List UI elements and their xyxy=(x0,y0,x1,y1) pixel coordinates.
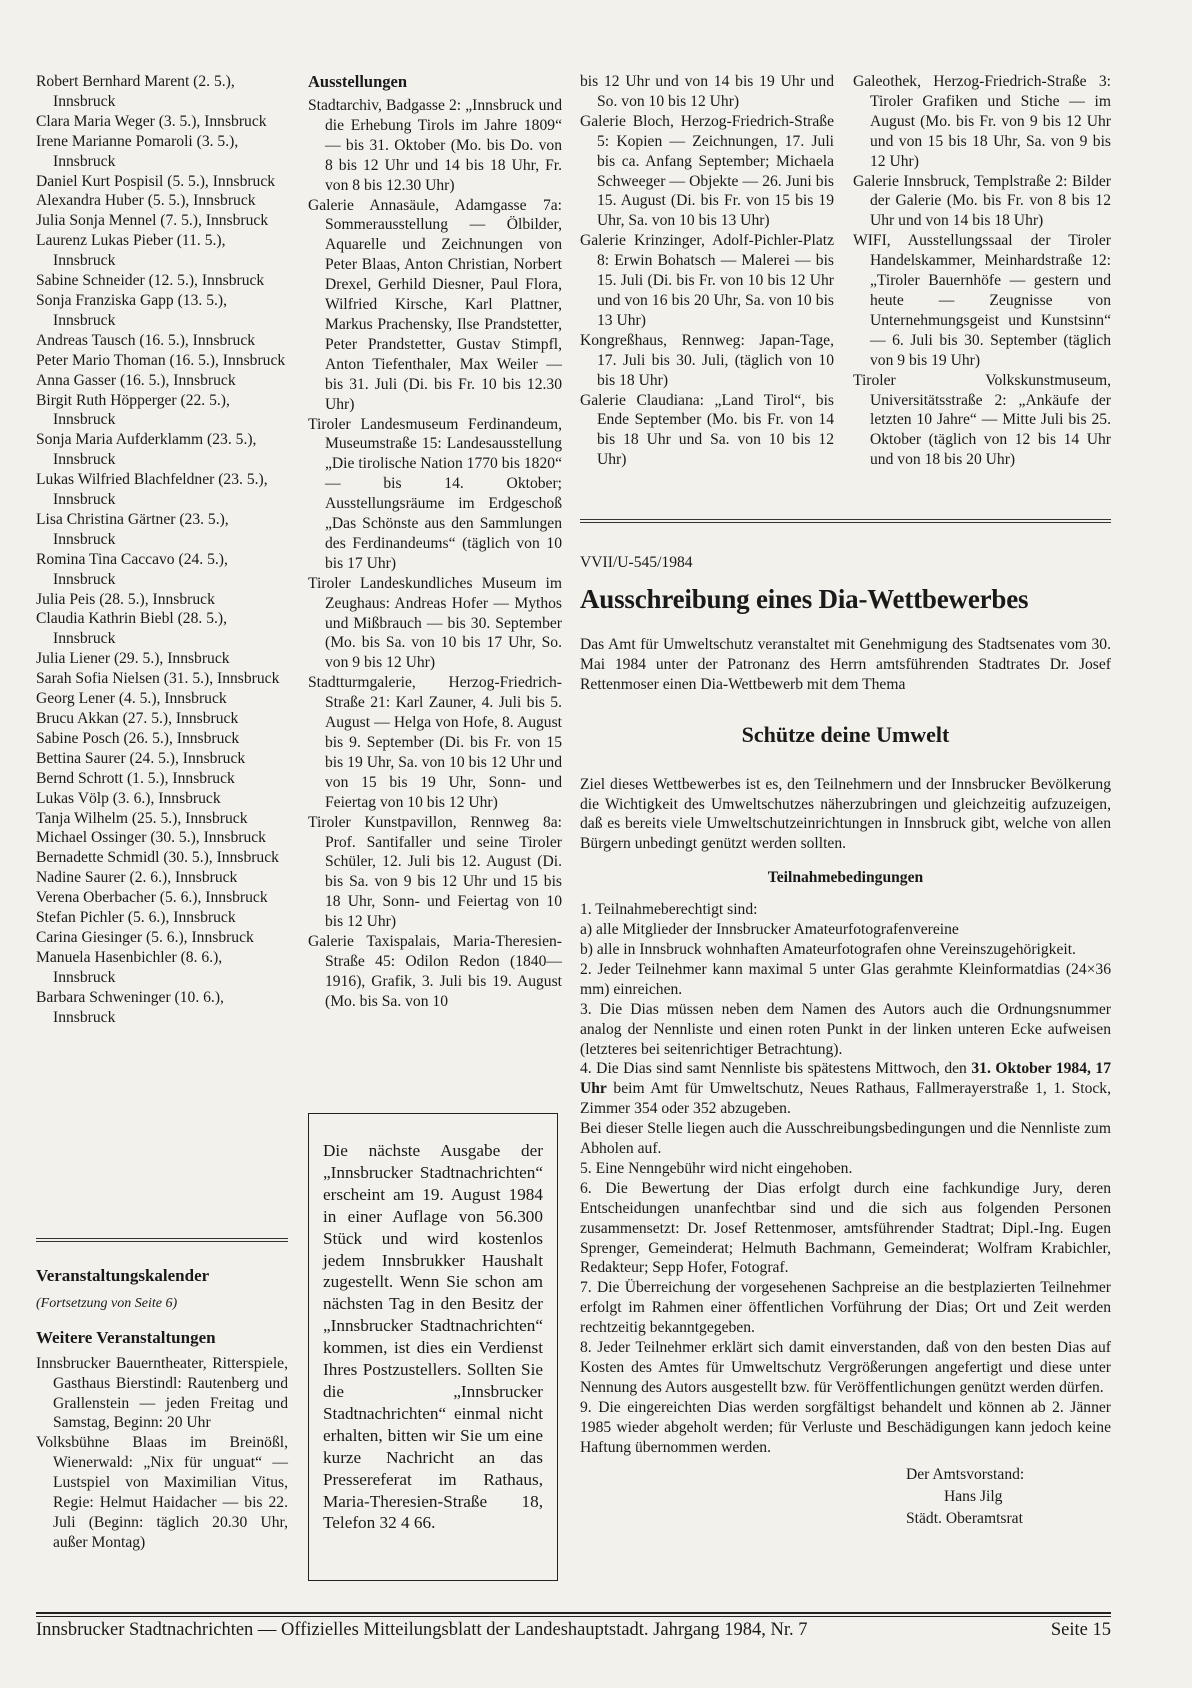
article-reference: VVII/U-545/1984 xyxy=(580,554,693,571)
condition-item: 7. Die Überreichung der vorgesehenen Sachpreise an die bestplazierten Teilnehmer erfolgt im Rahmen einer öffentlichen Vorführung der Dias; Ort und Zeit werden rechtzeitig bekanntgegeben. xyxy=(580,1279,1111,1337)
exhibition-entry: Tiroler Landeskundliches Museum im Zeughaus: Andreas Hofer — Mythos und Mißbrauch — bis 30. September (Mo. bis Sa. von 10 bis 17 Uhr, So. von 9 bis 12 Uhr) xyxy=(308,574,562,672)
condition-deadline-date: 31. Oktober 1984, 17 Uhr xyxy=(580,1060,1111,1098)
conditions-list xyxy=(580,900,1111,1059)
exhibition-entry: Galeothek, Herzog-Friedrich-Straße 3: Tiroler Grafiken und Stiche — im August (Mo. bis Fr. von 9 bis 12 Uhr und von 15 bis 18 Uhr, Sa. von 9 bis 12 Uhr) xyxy=(853,73,1111,170)
conditions-list-rest xyxy=(580,1119,1111,1457)
competition-article xyxy=(580,553,1111,1530)
name-entry: Romina Tina Caccavo (24. 5.), Innsbruck xyxy=(36,550,228,588)
condition-item: 8. Jeder Teilnehmer erklärt sich damit einverstanden, daß von den besten Dias auf Kosten des Amtes für Umweltschutz Vergrößerungen angefertigt und diese unter Nennung des Autors ausgestellt bzw. für Veröffentlichungen genützt werden dürfen. xyxy=(580,1339,1111,1396)
name-entry: Manuela Hasenbichler (8. 6.), Innsbruck xyxy=(36,948,223,986)
condition-item-deadline xyxy=(580,1059,1111,1119)
exhibition-entry: Stadtarchiv, Badgasse 2: „Innsbruck und die Erhebung Tirols im Jahre 1809“ — bis 31. Oktober (Mo. bis Do. von 8 bis 12 Uhr und 14 bis 18 Uhr, Fr. von 8 bis 12.30 Uhr) xyxy=(308,97,562,194)
condition-item: 9. Die eingereichten Dias werden sorgfältigst behandelt und können ab 2. Jänner 1985 wieder abgeholt werden; für Verluste und Beschädigungen kann jedoch keine Haftung übernommen werden. xyxy=(580,1398,1111,1456)
name-entry: Georg Lener (4. 5.), Innsbruck xyxy=(36,690,227,708)
name-entry: Nadine Saurer (2. 6.), Innsbruck xyxy=(36,869,238,887)
exhibition-entry: Tiroler Landesmuseum Ferdinandeum, Museumstraße 15: Landesausstellung „Die tirolische Nation 1770 bis 1820“ — bis 14. Oktober; Ausstellungsräume im Erdgeschoß „Das Schönste aus den Sammlungen des Ferdinandeums“ (täglich von 10 bis 17 Uhr) xyxy=(308,415,562,572)
name-entry: Anna Gasser (16. 5.), Innsbruck xyxy=(36,371,236,389)
condition-deadline-post: beim Amt für Umweltschutz, Neues Rathaus, Fallmerayerstraße 1, 1. Stock, Zimmer 354 oder 352 abzugeben. xyxy=(580,1080,1111,1118)
exhibitions-column-continued xyxy=(580,72,834,470)
exhibition-entry: Galerie Bloch, Herzog-Friedrich-Straße 5: Kopien — Zeichnungen, 17. Juli bis ca. Anfang September; Michaela Schweeger — Objekte — 26. Juni bis 15. August (Di. bis Fr. von 15 bis 19 Uhr, Sa. von 10 bis 13 Uhr) xyxy=(580,112,834,230)
condition-item: a) alle Mitglieder der Innsbrucker Amateurfotografenvereine xyxy=(580,921,959,939)
condition-item: 2. Jeder Teilnehmer kann maximal 5 unter Glas gerahmte Kleinformatdias (24×36 mm) einreichen. xyxy=(580,960,1111,998)
divider-left xyxy=(36,1238,288,1242)
exhibition-entry: Galerie Annasäule, Adamgasse 7a: Sommerausstellung — Ölbilder, Aquarelle und Zeichnungen von Peter Blaas, Anton Christian, Norbert Drexel, Gerhild Diesner, Paul Flora, Wilfried Kirsche, Karl Plattner, Markus Prachensky, Ilse Prandstetter, Peter Prandstetter, Gustav Stimpfl, Anton Tiefenthaler, Max Weiler — bis 31. Juli (Di. bis Fr. 10 bis 12.30 Uhr) xyxy=(308,196,562,413)
signature-rank: Städt. Oberamtsrat xyxy=(906,1509,1023,1527)
calendar-subtitle: (Fortsetzung von Seite 6) xyxy=(36,1295,178,1311)
name-entry: Sabine Schneider (12. 5.), Innsbruck xyxy=(36,272,265,290)
calendar-section-title: Weitere Veranstaltungen xyxy=(36,1327,216,1347)
calendar-entry: Innsbrucker Bauerntheater, Ritterspiele, Gasthaus Bierstindl: Rautenberg und Grallenstein — jeden Freitag und Samstag, Beginn: 20 Uhr xyxy=(36,1354,288,1432)
name-entry: Claudia Kathrin Biebl (28. 5.), Innsbruck xyxy=(36,610,227,648)
name-entry: Stefan Pichler (5. 6.), Innsbruck xyxy=(36,909,236,927)
name-entry: Bernd Schrott (1. 5.), Innsbruck xyxy=(36,769,235,787)
exhibitions-column xyxy=(308,72,562,1012)
article-goal: Ziel dieses Wettbewerbes ist es, den Teilnehmern und der Innsbrucker Bevölkerung die Wichtigkeit des Umweltschutzes näherzubringen und gleichzeitig aufzuzeigen, daß es bereits viele Umweltschutzeinrichtungen in Innsbruck gibt, welche von allen Bürgern unbedingt genützt werden sollten. xyxy=(580,775,1111,853)
exhibition-entry: bis 12 Uhr und von 14 bis 19 Uhr und So. von 10 bis 12 Uhr) xyxy=(580,73,834,110)
name-entry: Bettina Saurer (24. 5.), Innsbruck xyxy=(36,749,246,767)
exhibitions-list xyxy=(308,96,562,1012)
name-entry: Sonja Maria Aufderklamm (23. 5.), Innsbruck xyxy=(36,431,257,469)
name-entry: Peter Mario Thoman (16. 5.), Innsbruck xyxy=(36,351,286,369)
condition-item: 5. Eine Nenngebühr wird nicht eingehoben. xyxy=(580,1159,853,1177)
notice-text: Die nächste Ausgabe der „Innsbrucker Stadtnachrichten“ erscheint am 19. August 1984 in einer Auflage von 56.300 Stück und wird kostenlos jedem Innsbrukker Haushalt zugestellt. Wenn Sie schon am nächsten Tag in den Besitz der „Innsbrucker Stadtnachrichten“ kommen, ist dies ein Verdienst Ihres Postzustellers. Sollten Sie die „Innsbrucker Stadtnachrichten“ einmal nicht erhalten, bitten wir Sie um eine kurze Nachricht an das Pressereferat im Rathaus, Maria-Theresien-Straße 18, Telefon 32 4 66. xyxy=(323,1141,543,1533)
name-entry: Sarah Sofia Nielsen (31. 5.), Innsbruck xyxy=(36,670,280,688)
name-entry: Lukas Völp (3. 6.), Innsbruck xyxy=(36,789,221,807)
name-entry: Sonja Franziska Gapp (13. 5.), Innsbruck xyxy=(36,291,227,329)
calendar-entry: Volksbühne Blaas im Breinößl, Wienerwald: „Nix für unguat“ — Lustspiel von Maximilian Vitus, Regie: Helmut Haidacher — bis 22. Juli (Beginn: täglich 20.30 Uhr, außer Montag) xyxy=(36,1434,288,1551)
condition-deadline-pre: 4. Die Dias sind samt Nennliste bis spätestens Mittwoch, den xyxy=(580,1060,972,1078)
name-entry: Julia Peis (28. 5.), Innsbruck xyxy=(36,590,215,608)
name-entry: Robert Bernhard Marent (2. 5.), Innsbruck xyxy=(36,73,235,110)
divider-right xyxy=(580,519,1111,523)
name-entry: Sabine Posch (26. 5.), Innsbruck xyxy=(36,729,240,747)
name-entry: Bernadette Schmidl (30. 5.), Innsbruck xyxy=(36,849,279,867)
condition-item: 1. Teilnahmeberechtigt sind: xyxy=(580,901,758,919)
condition-item: Bei dieser Stelle liegen auch die Ausschreibungsbedingungen und die Nennliste zum Abholen auf. xyxy=(580,1120,1111,1158)
name-entry: Daniel Kurt Pospisil (5. 5.), Innsbruck xyxy=(36,172,276,190)
exhibitions-title: Ausstellungen xyxy=(308,72,408,91)
name-entry: Lisa Christina Gärtner (23. 5.), Innsbruck xyxy=(36,510,229,548)
page-footer xyxy=(36,1612,1111,1643)
footer-publication: Innsbrucker Stadtnachrichten — Offizielles Mitteilungsblatt der Landeshauptstadt. Jahrgang 1984, Nr. 7 xyxy=(36,1620,808,1640)
name-entry: Brucu Akkan (27. 5.), Innsbruck xyxy=(36,710,239,727)
exhibition-entry: Galerie Taxispalais, Maria-Theresien-Straße 45: Odilon Redon (1840—1916), Grafik, 3. Juli bis 19. August (Mo. bis Sa. von 10 xyxy=(308,933,562,1010)
exhibitions-column-right xyxy=(853,72,1111,470)
name-entry: Michael Ossinger (30. 5.), Innsbruck xyxy=(36,829,266,847)
names-column xyxy=(36,72,288,1028)
exhibition-entry: Tiroler Volkskunstmuseum, Universitätsstraße 2: „Ankäufe der letzten 10 Jahre“ — Mitte Juli bis 25. Oktober (täglich von 12 bis 14 Uhr und von 18 bis 20 Uhr) xyxy=(853,371,1111,469)
name-entry: Alexandra Huber (5. 5.), Innsbruck xyxy=(36,192,256,210)
exhibition-entry: WIFI, Ausstellungssaal der Tiroler Handelskammer, Meinhardstraße 12: „Tiroler Bauernhöfe — gestern und heute — Zeugnisse von Unternehmungsgeist und Kunstsinn“ — 6. Juli bis 30. September (täglich von 9 bis 19 Uhr) xyxy=(853,232,1111,369)
name-entry: Carina Giesinger (5. 6.), Innsbruck xyxy=(36,928,254,946)
name-entry: Andreas Tausch (16. 5.), Innsbruck xyxy=(36,331,256,349)
name-entry: Julia Sonja Mennel (7. 5.), Innsbruck xyxy=(36,212,269,230)
exhibition-entry: Stadtturmgalerie, Herzog-Friedrich-Straße 21: Karl Zauner, 4. Juli bis 5. August — Helga von Hofe, 8. August bis 9. September (Di. bis Fr. von 15 bis 19 Uhr, Sa. von 10 bis 12 Uhr und von 15 bis 19 Uhr, Sonn- und Feiertag von 10 bis 12 Uhr) xyxy=(308,674,562,811)
exhibition-entry: Galerie Claudiana: „Land Tirol“, bis Ende September (Mo. bis Fr. von 14 bis 18 Uhr und Sa. von 10 bis 12 Uhr) xyxy=(580,391,834,469)
article-headline: Ausschreibung eines Dia-Wettbewerbes xyxy=(580,583,1029,614)
calendar-title: Veranstaltungskalender xyxy=(36,1266,210,1285)
condition-item: b) alle in Innsbruck wohnhaften Amateurfotografen ohne Vereinszugehörigkeit. xyxy=(580,940,1076,958)
signature-title: Der Amtsvorstand: xyxy=(906,1465,1025,1483)
name-entry: Laurenz Lukas Pieber (11. 5.), Innsbruck xyxy=(36,232,226,270)
conditions-title: Teilnahmebedingungen xyxy=(767,869,924,887)
name-entry: Verena Oberbacher (5. 6.), Innsbruck xyxy=(36,889,268,907)
article-intro: Das Amt für Umweltschutz veranstaltet mit Genehmigung des Stadtsenates vom 30. Mai 1984 unter der Patronanz des Herrn amtsführenden Stadtrates Dr. Josef Rettenmoser einen Dia-Wettbewerb mit dem Thema xyxy=(580,635,1111,693)
exhibition-entry: Galerie Krinzinger, Adolf-Pichler-Platz 8: Erwin Bohatsch — Malerei — bis 15. Juli (Di. bis Fr. von 10 bis 12 Uhr und von 16 bis 20 Uhr, Sa. von 10 bis 13 Uhr) xyxy=(580,232,834,329)
name-entry: Barbara Schweninger (10. 6.), Innsbruck xyxy=(36,988,224,1026)
name-entry: Clara Maria Weger (3. 5.), Innsbruck xyxy=(36,112,267,130)
article-theme: Schütze deine Umwelt xyxy=(741,721,950,747)
exhibition-entry: Kongreßhaus, Rennweg: Japan-Tage, 17. Juli bis 30. Juli, (täglich von 10 bis 18 Uhr) xyxy=(580,331,834,389)
next-issue-notice-box xyxy=(308,1113,558,1581)
name-entry: Irene Marianne Pomaroli (3. 5.), Innsbruck xyxy=(36,132,239,170)
name-entry: Julia Liener (29. 5.), Innsbruck xyxy=(36,650,230,668)
name-entry: Birgit Ruth Höpperger (22. 5.), Innsbruck xyxy=(36,391,230,429)
event-calendar xyxy=(36,1266,288,1553)
condition-item: 6. Die Bewertung der Dias erfolgt durch eine fachkundige Jury, deren Entscheidungen unanfechtbar sind und die sich aus folgenden Personen zusammensetzt: Dr. Josef Rettenmoser, amtsführender Stadtrat; Dipl.-Ing. Eugen Sprenger, Gemeinderat; Helmuth Bachmann, Gemeinderat; Wolfram Krabichler, Redakteur; Sepp Hofer, Fotograf. xyxy=(580,1179,1111,1277)
name-entry: Lukas Wilfried Blachfeldner (23. 5.), Innsbruck xyxy=(36,471,268,509)
name-entry: Tanja Wilhelm (25. 5.), Innsbruck xyxy=(36,809,248,827)
condition-item: 3. Die Dias müssen neben dem Namen des Autors auch die Ordnungsnummer analog der Nennliste und einen roten Punkt in der linken unteren Ecke aufweisen (letzteres bei seitenrichtiger Betrachtung). xyxy=(580,1000,1111,1058)
exhibition-entry: Tiroler Kunstpavillon, Rennweg 8a: Prof. Santifaller und seine Tiroler Schüler, 12. Juli bis 12. August (Di. bis Sa. von 9 bis 12 Uhr und 15 bis 18 Uhr, Sonn- und Feiertag von 10 bis 12 Uhr) xyxy=(308,813,562,931)
exhibition-entry: Galerie Innsbruck, Templstraße 2: Bilder der Galerie (Mo. bis Fr. von 8 bis 12 Uhr und von 14 bis 18 Uhr) xyxy=(853,172,1111,230)
signature-block xyxy=(906,1464,1111,1530)
signature-name: Hans Jilg xyxy=(944,1487,1003,1505)
footer-page-number: Seite 15 xyxy=(1050,1620,1111,1640)
